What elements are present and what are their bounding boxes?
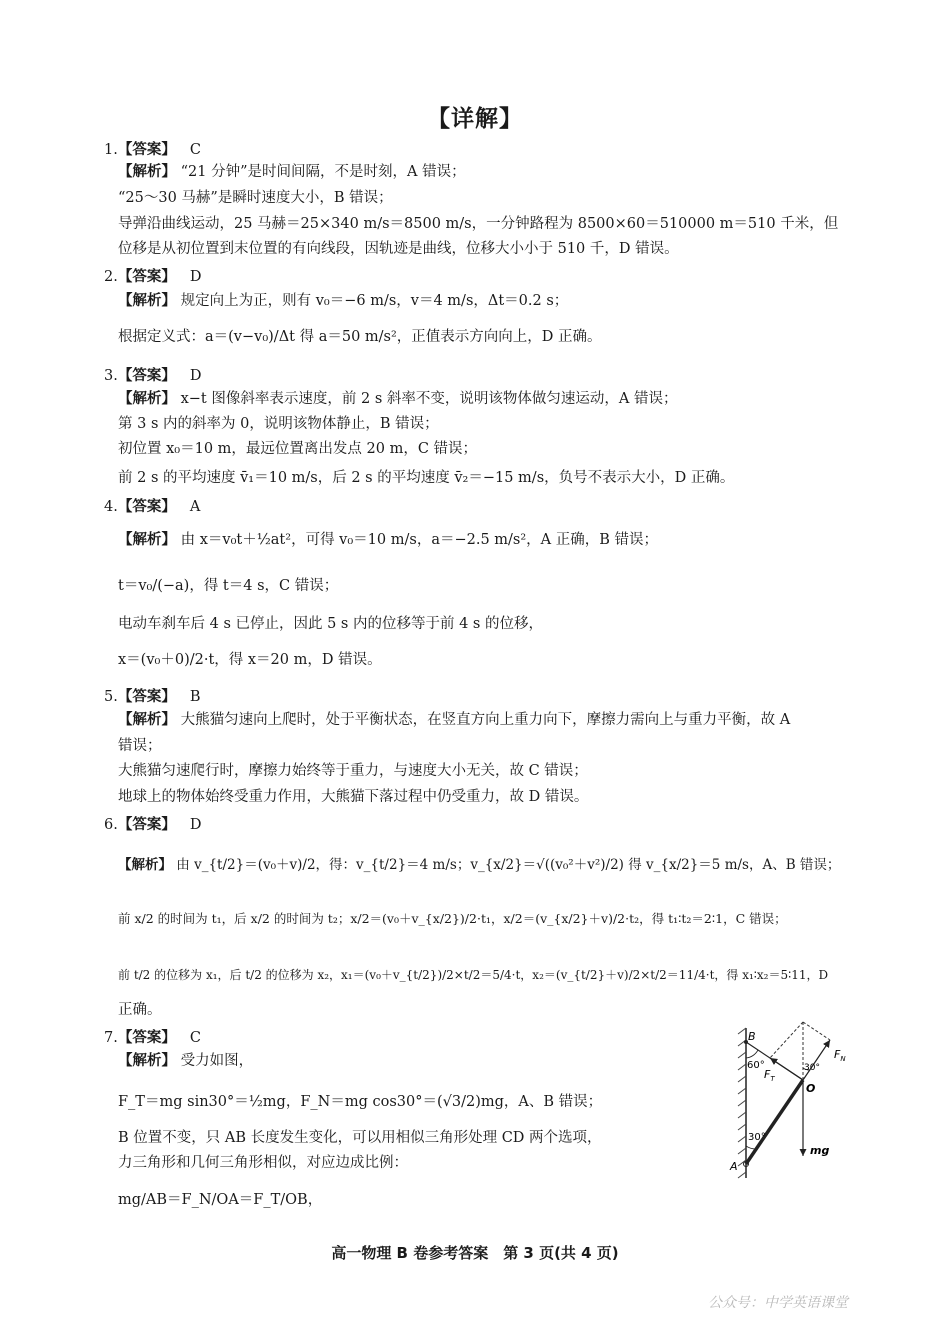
q6-analysis-line-1 [118, 855, 840, 875]
label-ft: $F_T$ [764, 1068, 775, 1083]
label-angle-30-top: 30° [804, 1063, 820, 1073]
q6-text-4: 正确。 [118, 1002, 162, 1018]
q3-answer: D [189, 368, 202, 384]
analysis-tag: 【解析】 [118, 1053, 176, 1069]
page-footer: 高一物理 B 卷参考答案 第 3 页(共 4 页) [331, 1244, 619, 1262]
q6-answer: D [189, 817, 202, 833]
ft-arrow [770, 1058, 803, 1080]
q1-answer-row [104, 138, 201, 159]
q2-text-1: 规定向上为正，则有 v₀＝−6 m/s，v＝4 m/s，Δt＝0.2 s； [180, 293, 569, 309]
q4-text-2: t＝v₀/(−a)，得 t＝4 s，C 错误； [118, 578, 339, 594]
q4-analysis-line-1 [118, 530, 658, 550]
q5-answer: B [189, 689, 201, 705]
answer-tag: 【答案】 [117, 689, 176, 705]
label-a: A [730, 1160, 738, 1173]
q3-analysis-line-1 [118, 389, 677, 409]
analysis-tag: 【解析】 [118, 712, 176, 728]
analysis-tag: 【解析】 [118, 857, 172, 873]
fn-arrow [803, 1040, 830, 1080]
q4-text-4: x＝(v₀＋0)/2·t，得 x＝20 m，D 错误。 [118, 652, 382, 668]
analysis-tag: 【解析】 [118, 391, 176, 407]
answer-tag: 【答案】 [117, 1030, 176, 1046]
q7-text-2: F_T＝mg sin30°＝½mg，F_N＝mg cos30°＝(√3/2)mg，A、B 错误； [118, 1094, 603, 1110]
answer-tag: 【答案】 [117, 269, 176, 285]
q5-text-1: 大熊猫匀速向上爬时，处于平衡状态，在竖直方向上重力向下，摩擦力需向上与重力平衡，故 A [180, 712, 791, 728]
label-angle-30-bottom: 30° [748, 1132, 766, 1143]
q6-text-3: 前 t/2 的位移为 x₁，后 t/2 的位移为 x₂，x₁＝(v₀＋v_{t/2})/2×t/2＝5/4·t，x₂＝(v_{t/2}＋v)/2×t/2＝11/4·t，得 x₁∶x₂＝5∶11，D [118, 968, 829, 982]
label-mg: mg [810, 1144, 830, 1157]
q7-answer-row [104, 1026, 201, 1047]
q1-text-2: “25～30 马赫”是瞬时速度大小，B 错误； [118, 190, 393, 206]
q6-answer-row [104, 813, 201, 834]
answer-tag: 【答案】 [117, 499, 176, 515]
q2-analysis-line-1 [118, 291, 568, 311]
label-o: O [806, 1082, 816, 1095]
q7-text-4: 力三角形和几何三角形相似，对应边成比例： [118, 1155, 408, 1171]
q3-text-2: 第 3 s 内的斜率为 0，说明该物体静止，B 错误； [118, 416, 439, 432]
q4-number: 4. [104, 499, 118, 515]
answer-tag: 【答案】 [117, 368, 176, 384]
q3-text-3: 初位置 x₀＝10 m，最远位置离出发点 20 m，C 错误； [118, 441, 478, 457]
dashed-right [803, 1022, 830, 1040]
q5-answer-row [104, 685, 201, 706]
q2-text-2: 根据定义式：a＝(v−v₀)/Δt 得 a＝50 m/s²，正值表示方向向上，D 正确。 [118, 329, 602, 345]
label-fn: $F_N$ [834, 1048, 846, 1063]
q6-text-2: 前 x/2 的时间为 t₁，后 x/2 的时间为 t₂；x/2＝(v₀＋v_{x/2})/2·t₁，x/2＝(v_{x/2}＋v)/2·t₂，得 t₁∶t₂＝2∶1，C 错误； [118, 911, 787, 926]
analysis-tag: 【解析】 [118, 532, 176, 548]
q1-number: 1. [104, 142, 118, 158]
q3-text-4: 前 2 s 的平均速度 v̄₁＝10 m/s，后 2 s 的平均速度 v̄₂＝−15 m/s，负号不表示大小，D 正确。 [118, 470, 735, 486]
q4-answer-row [104, 495, 200, 516]
rod-ao [746, 1080, 803, 1164]
q7-number: 7. [104, 1030, 118, 1046]
dashed-left [770, 1022, 803, 1058]
answer-tag: 【答案】 [117, 817, 176, 833]
q3-answer-row [104, 364, 201, 385]
q7-text-5: mg/AB＝F_N/OA＝F_T/OB， [118, 1192, 323, 1208]
q4-answer: A [189, 499, 201, 515]
q4-text-3: 电动车刹车后 4 s 已停止，因此 5 s 内的位移等于前 4 s 的位移， [118, 616, 543, 632]
q5-number: 5. [104, 689, 118, 705]
q7-analysis-line-1 [118, 1051, 253, 1071]
force-diagram [718, 1018, 868, 1188]
q2-answer: D [189, 269, 202, 285]
q5-analysis-line-1 [118, 710, 790, 730]
watermark: 公众号：中学英语课堂 [708, 1295, 848, 1311]
q5-text-2: 错误； [118, 738, 162, 754]
q3-number: 3. [104, 368, 118, 384]
analysis-tag: 【解析】 [118, 293, 176, 309]
q5-text-4: 地球上的物体始终受重力作用，大熊猫下落过程中仍受重力，故 D 错误。 [118, 789, 589, 805]
label-b: B [748, 1030, 756, 1043]
q1-text-4: 位移是从初位置到末位置的有向线段，因轨迹是曲线，位移大小小于 510 千，D 错误。 [118, 241, 679, 257]
page-title: 【详解】 [427, 106, 523, 132]
q1-answer: C [189, 142, 201, 158]
q6-number: 6. [104, 817, 118, 833]
q2-answer-row [104, 265, 201, 286]
q3-text-1: x−t 图像斜率表示速度，前 2 s 斜率不变，说明该物体做匀速运动，A 错误； [180, 391, 678, 407]
q7-answer: C [189, 1030, 201, 1046]
q1-text-1: “21 分钟”是时间间隔，不是时刻，A 错误； [180, 164, 466, 180]
q1-text-3: 导弹沿曲线运动，25 马赫＝25×340 m/s＝8500 m/s，一分钟路程为 8500×60＝510000 m＝510 千米，但 [118, 216, 839, 232]
analysis-tag: 【解析】 [118, 164, 176, 180]
q2-number: 2. [104, 269, 118, 285]
q6-text-1: 由 v_{t/2}＝(v₀＋v)/2，得：v_{t/2}＝4 m/s；v_{x/2}＝√((v₀²＋v²)/2) 得 v_{x/2}＝5 m/s，A、B 错误； [176, 857, 841, 873]
q7-text-1: 受力如图， [180, 1053, 254, 1069]
wall [738, 1028, 746, 1178]
q7-text-3: B 位置不变，只 AB 长度发生变化，可以用相似三角形处理 CD 两个选项， [118, 1130, 602, 1146]
q1-analysis-line-1 [118, 162, 466, 182]
label-angle-60: 60° [747, 1060, 765, 1071]
q5-text-3: 大熊猫匀速爬行时，摩擦力始终等于重力，与速度大小无关，故 C 错误； [118, 763, 588, 779]
q4-text-1: 由 x＝v₀t＋½at²，可得 v₀＝10 m/s，a＝−2.5 m/s²，A 正确，B 错误； [180, 532, 659, 548]
answer-tag: 【答案】 [117, 142, 176, 158]
